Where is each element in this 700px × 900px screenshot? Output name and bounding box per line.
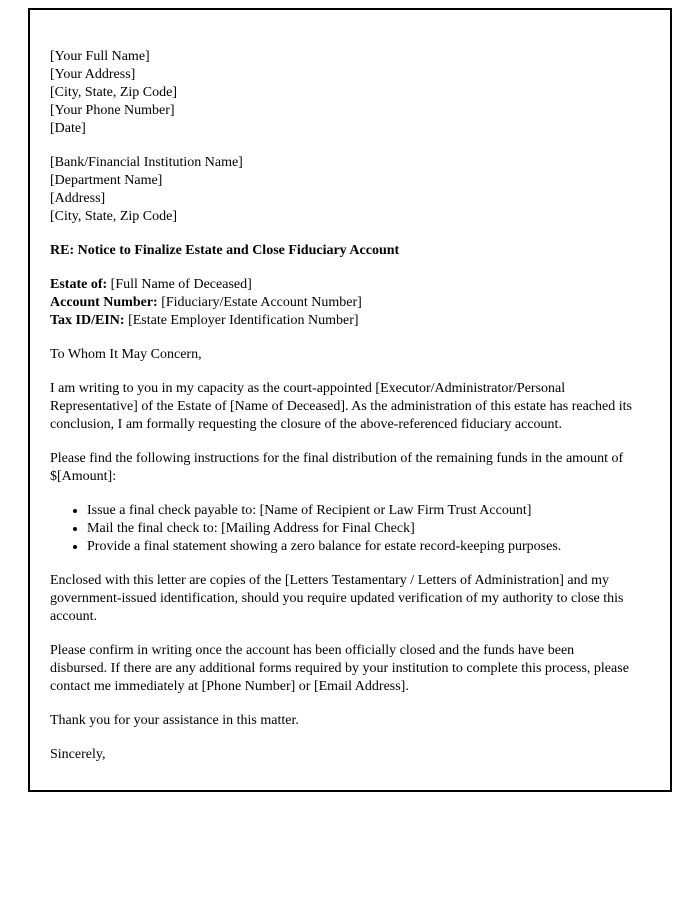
estate-of-value: [Full Name of Deceased] [107, 277, 252, 292]
paragraph-thanks: Thank you for your assistance in this matter. [50, 713, 299, 728]
recipient-address-line: [Address] [50, 191, 106, 206]
recipient-institution-line: [Bank/Financial Institution Name] [50, 155, 243, 170]
account-number-label: Account Number: [50, 295, 158, 310]
salutation: To Whom It May Concern, [50, 347, 202, 362]
tax-id-value: [Estate Employer Identification Number] [124, 313, 359, 328]
account-number-field [50, 294, 632, 312]
list-item: • Mail the final check to: [Mailing Address for Final Check] [87, 520, 632, 538]
sender-phone-line: [Your Phone Number] [50, 103, 175, 118]
recipient-department-line: [Department Name] [50, 173, 163, 188]
paragraph-confirmation-request: Please confirm in writing once the account has been officially closed and the funds have been disbursed. If there are any additional forms required by your institution to complete this process, please contact me immediately at [Phone Number] or [Email Address]. [50, 643, 629, 694]
estate-of-label: Estate of: [50, 277, 108, 292]
recipient-city-line: [City, State, Zip Code] [50, 209, 178, 224]
account-number-value: [Fiduciary/Estate Account Number] [157, 295, 362, 310]
tax-id-label: Tax ID/EIN: [50, 313, 125, 328]
list-item: • Issue a final check payable to: [Name of Recipient or Law Firm Trust Account] [87, 502, 632, 520]
sender-address-line: [Your Address] [50, 67, 136, 82]
sender-name-line: [Your Full Name] [50, 49, 150, 64]
recipient-address-block [50, 154, 632, 226]
closing-line: Sincerely, [50, 747, 106, 762]
letter-border-frame [28, 8, 672, 792]
list-item: • Provide a final statement showing a zero balance for estate record-keeping purposes. [87, 538, 632, 556]
letter-date-line: [Date] [50, 121, 86, 136]
sender-address-block [50, 48, 632, 138]
tax-id-field [50, 312, 632, 330]
sender-city-line: [City, State, Zip Code] [50, 85, 178, 100]
subject-line: RE: Notice to Finalize Estate and Close Fiduciary Account [50, 243, 400, 258]
paragraph-distribution-intro: Please find the following instructions for the final distribution of the remaining funds in the amount of $[Amount]: [50, 451, 624, 484]
final-instructions-list [50, 502, 632, 556]
estate-of-field [50, 276, 632, 294]
reference-fields-block [50, 276, 632, 330]
paragraph-enclosures: Enclosed with this letter are copies of the [Letters Testamentary / Letters of Administration] and my government-issued identification, should you require updated verification of my authority to close this account. [50, 573, 624, 624]
paragraph-capacity-request: I am writing to you in my capacity as the court-appointed [Executor/Administrator/Personal Representative] of the Estate of [Name of Deceased]. As the administration of this estate has reached its conclusion, I am formally requesting the closure of the above-referenced fiduciary account. [50, 381, 632, 432]
